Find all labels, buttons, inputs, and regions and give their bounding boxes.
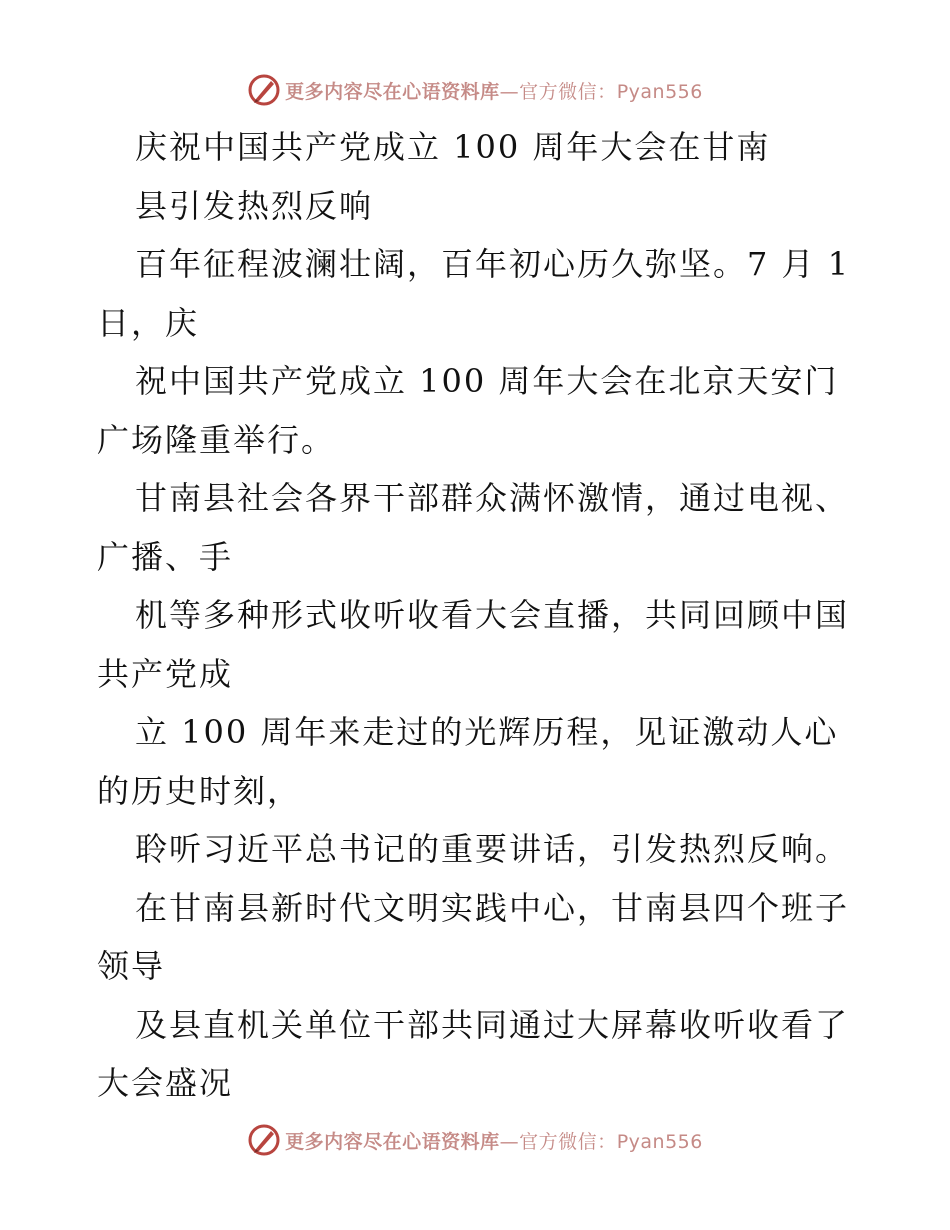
text-line: 县引发热烈反响 (135, 186, 374, 225)
text-line: 百年征程波澜壮阔，百年初心历久弥坚。7 月 1 (135, 245, 851, 283)
footer-brand: 更多内容尽在心语资料库 (285, 1130, 500, 1153)
text-line: 甘南县社会各界干部群众满怀激情，通过电视、 (135, 479, 850, 517)
text-line: 及县直机关单位干部共同通过大屏幕收听收看了 (135, 1005, 850, 1044)
pen-circle-logo-icon (247, 73, 281, 107)
text-line: 广场隆重举行。 (97, 420, 336, 459)
text-line: 共产党成 (97, 654, 234, 693)
text-line: 庆祝中国共产党成立 100 周年大会在甘南 (135, 128, 771, 166)
text-line: 广播、手 (97, 537, 234, 576)
document-body (0, 118, 950, 1113)
header-dash: — (499, 80, 520, 103)
text-line: 机等多种形式收听收看大会直播，共同回顾中国 (135, 596, 850, 634)
footer-banner (0, 1120, 950, 1160)
text-line: 祝中国共产党成立 100 周年大会在北京天安门 (135, 362, 839, 400)
text-line: 领导 (97, 947, 166, 985)
header-wechat-id: Pyan556 (616, 80, 703, 103)
header-banner-text (285, 77, 703, 104)
footer-banner-text (285, 1127, 703, 1154)
text-line: 聆听习近平总书记的重要讲话，引发热烈反响。 (135, 830, 850, 868)
footer-dash: — (499, 1130, 520, 1153)
text-line: 日，庆 (97, 303, 200, 342)
header-wechat-label: 官方微信： (519, 80, 617, 103)
text-line: 在甘南县新时代文明实践中心，甘南县四个班子 (135, 888, 850, 927)
text-line: 的历史时刻， (97, 771, 302, 810)
header-banner (0, 70, 950, 110)
text-line: 大会盛况 (97, 1064, 234, 1102)
footer-wechat-id: Pyan556 (616, 1130, 703, 1153)
text-line: 立 100 周年来走过的光辉历程，见证激动人心 (135, 713, 839, 751)
pen-circle-logo-icon (247, 1123, 281, 1157)
header-brand: 更多内容尽在心语资料库 (285, 80, 500, 103)
footer-wechat-label: 官方微信： (519, 1130, 617, 1153)
